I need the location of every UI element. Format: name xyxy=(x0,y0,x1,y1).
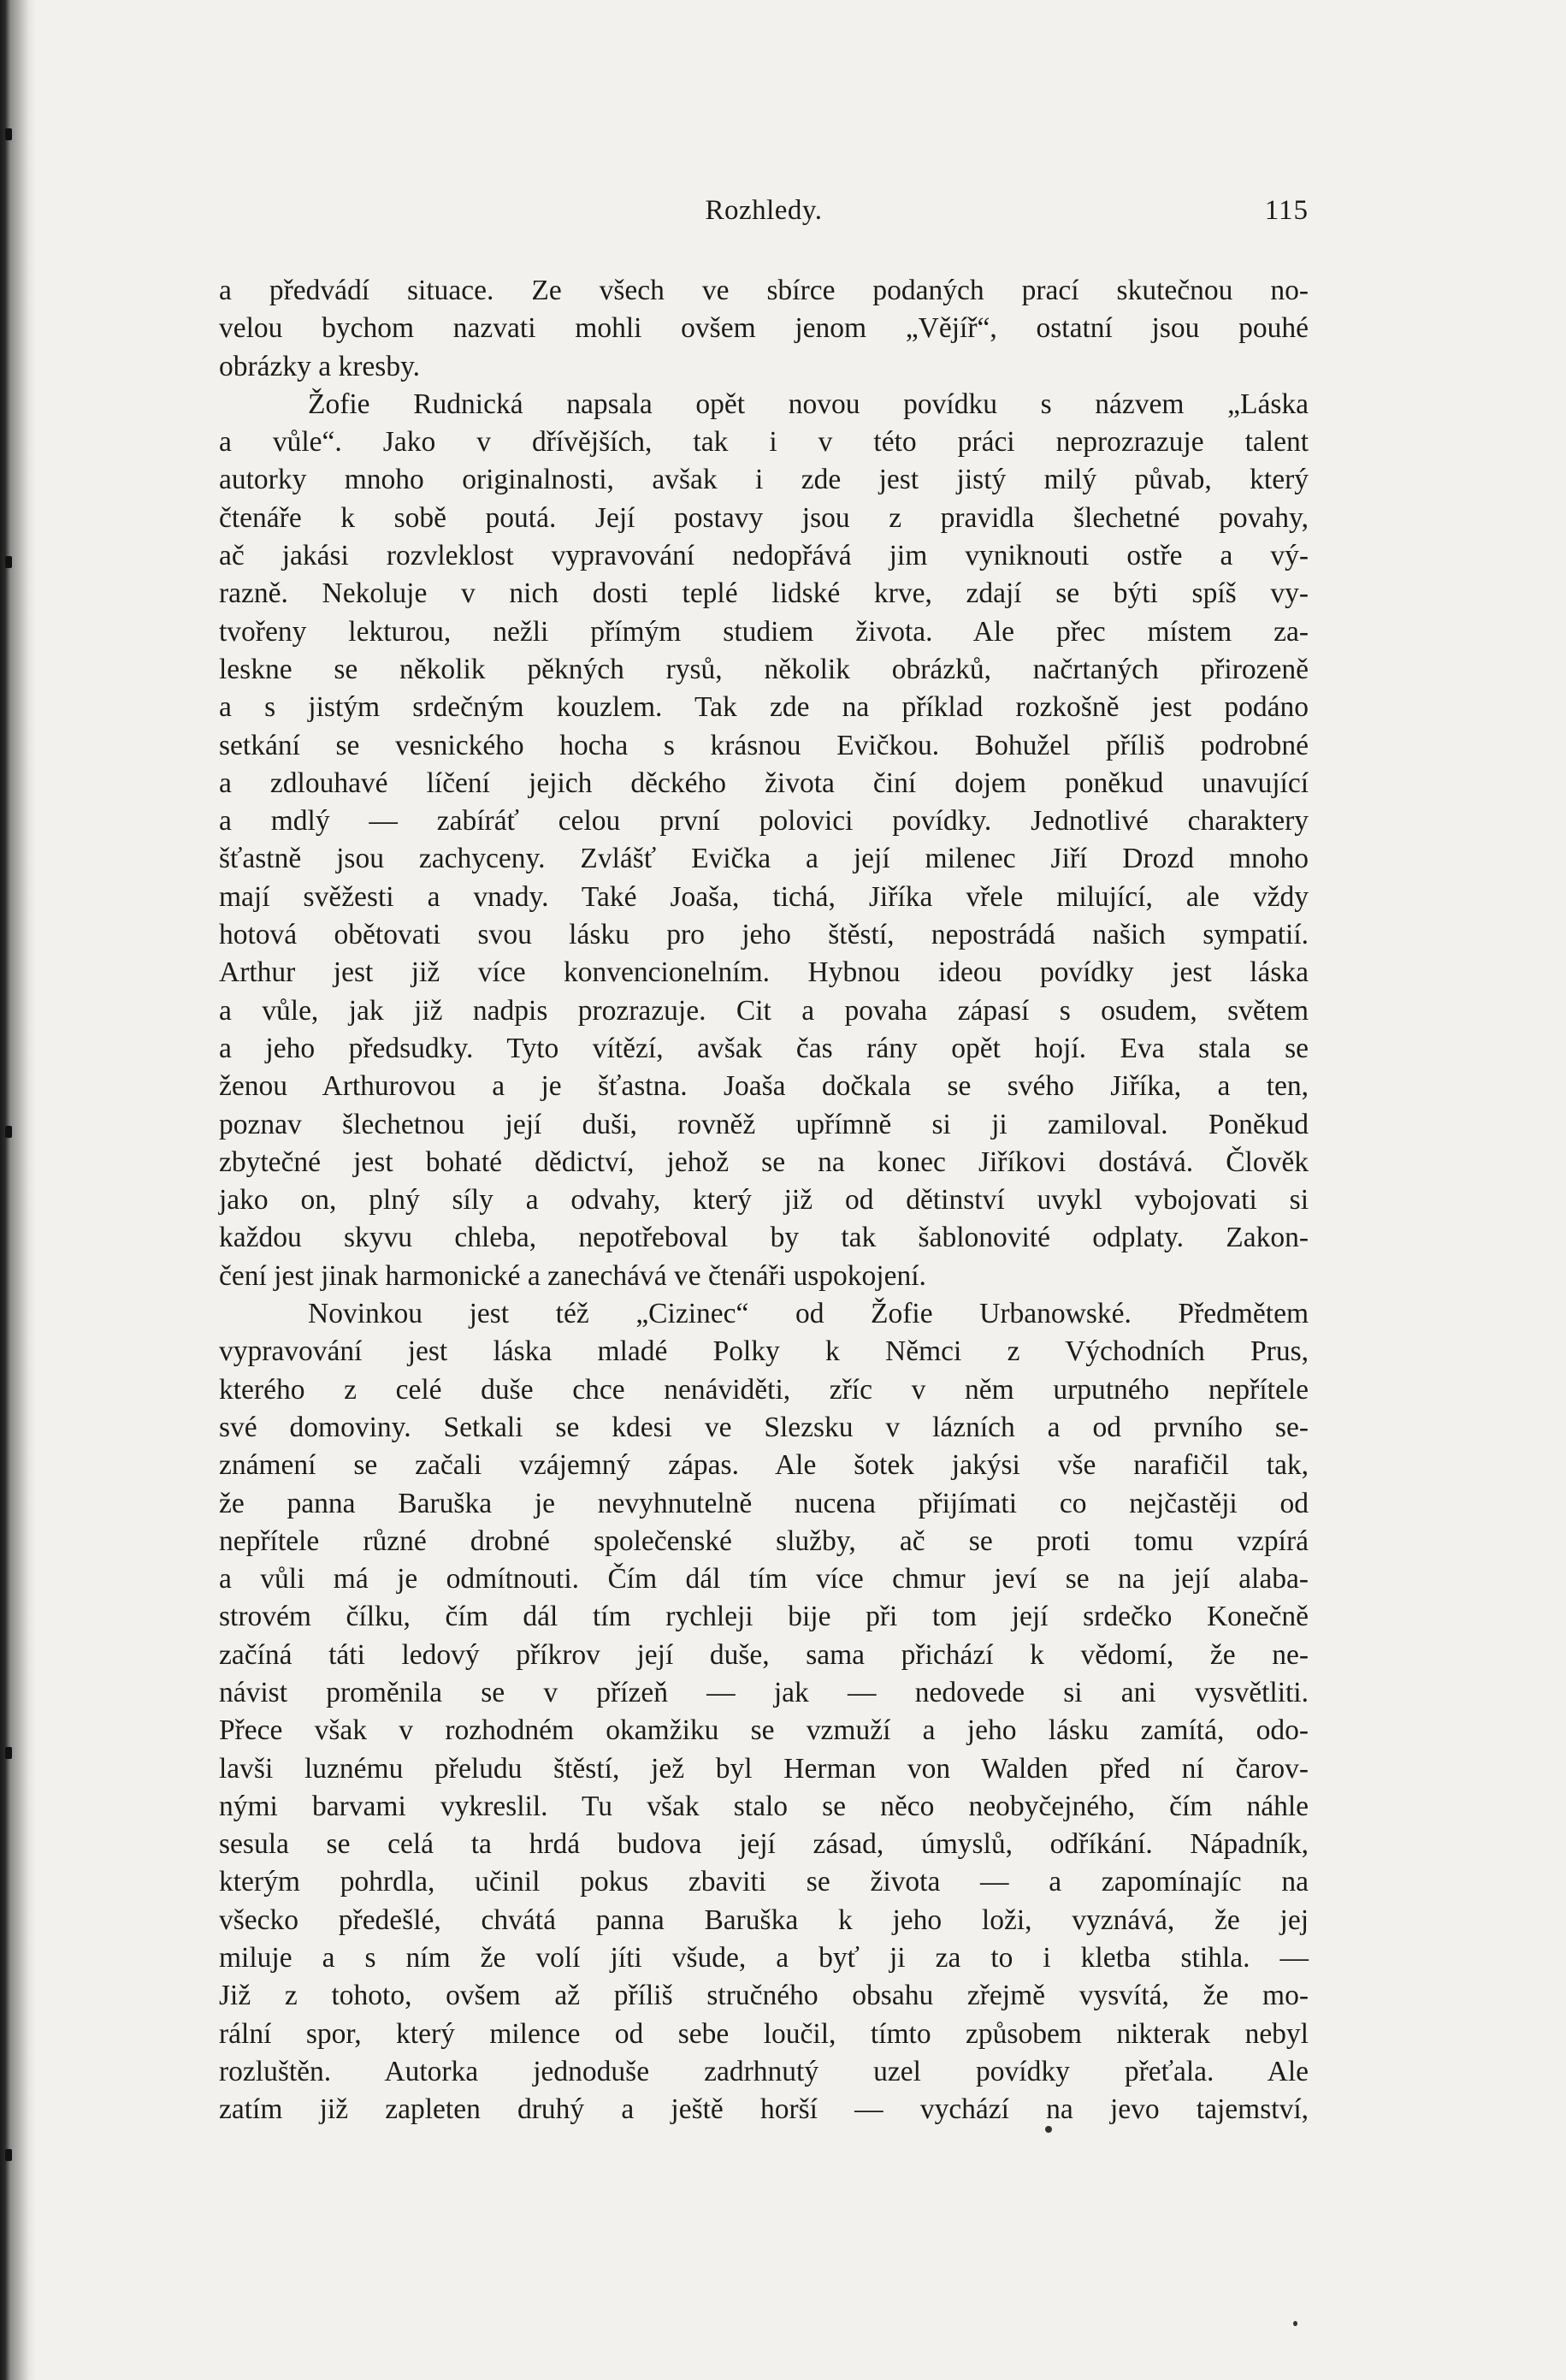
ink-speck xyxy=(1293,2321,1297,2326)
text-line: rální spor, který milence od sebe loučil, tímto způsobem nikterak nebyl xyxy=(219,2017,1309,2050)
text-line: leskne se několik pěkných rysů, několik obrázků, načrtaných přirozeně xyxy=(219,653,1309,685)
text-line: hotová obětovati svou lásku pro jeho štěstí, nepostrádá našich sympatií. xyxy=(219,919,1309,951)
text-line: miluje a s ním že volí jíti všude, a byť ji za to i kletba stihla. — xyxy=(219,1942,1309,1974)
text-line: rozluštěn. Autorka jednoduše zadrhnutý uzel povídky přeťala. Ale xyxy=(219,2055,1309,2087)
text-line: Arthur jest již více konvencionelním. Hybnou ideou povídky jest láska xyxy=(219,956,1309,989)
text-line: tvořeny lekturou, nežli přímým studiem života. Ale přec místem za- xyxy=(219,615,1309,648)
text-line: nepřítele různé drobné společenské služby, ač se proti tomu vzpírá xyxy=(219,1525,1309,1557)
text-line: strovém čílku, čím dál tím rychleji bije při tom její srdečko Konečně xyxy=(219,1601,1309,1633)
running-head: Rozhledy. xyxy=(705,195,823,226)
text-line: šťastně jsou zachyceny. Zvlášť Evička a její milenec Jiří Drozd mnoho xyxy=(219,843,1309,875)
margin-mark xyxy=(5,2149,12,2161)
text-line xyxy=(219,2129,1309,2167)
margin-mark xyxy=(5,128,12,140)
text-line: a vůli má je odmítnouti. Čím dál tím více chmur jeví se na její alaba- xyxy=(219,1563,1309,1596)
text-line: známení se začali vzájemný zápas. Ale šotek jakýsi vše narafičil tak, xyxy=(219,1449,1309,1482)
text-line: Novinkou jest též „Cizinec“ od Žofie Urbanowské. Předmětem xyxy=(308,1298,1309,1330)
text-line: a vůle, jak již nadpis prozrazuje. Cit a povaha zápasí s osudem, světem xyxy=(219,994,1309,1027)
text-line: poznav šlechetnou její duši, rovněž upřímně si ji zamiloval. Poněkud xyxy=(219,1108,1309,1140)
text-line: razně. Nekoluje v nich dosti teplé lidské krve, zdají se býti spíš vy- xyxy=(219,577,1309,610)
text-line: začíná táti ledový příkrov její duše, sama přichází k vědomí, že ne- xyxy=(219,1638,1309,1671)
text-line: velou bychom nazvati mohli ovšem jenom „Vějíř“, ostatní jsou pouhé xyxy=(219,312,1309,345)
text-line: zbytečné jest bohaté dědictví, jehož se na konec Jiříkovi dostává. Člověk xyxy=(219,1146,1309,1178)
text-line: čtenáře k sobě poutá. Její postavy jsou z pravidla šlechetné povahy, xyxy=(219,501,1309,534)
text-line: a jeho předsudky. Tyto vítězí, avšak čas rány opět hojí. Eva stala se xyxy=(219,1032,1309,1064)
text-line: lavši luznému přeludu štěstí, jež byl Herman von Walden před ní čarov- xyxy=(219,1752,1309,1785)
text-line: své domoviny. Setkali se kdesi ve Slezsku v lázních a od prvního se- xyxy=(219,1411,1309,1443)
text-line: a předvádí situace. Ze všech ve sbírce podaných prací skutečnou no- xyxy=(219,275,1309,306)
margin-marks xyxy=(0,0,34,2380)
text-line: Přece však v rozhodném okamžiku se vzmuží a jeho lásku zamítá, odo- xyxy=(219,1714,1309,1747)
text-line: a vůle“. Jako v dřívějších, tak i v této práci neprozrazuje talent xyxy=(219,426,1309,459)
text-line: autorky mnoho originalnosti, avšak i zde jest jistý milý půvab, který xyxy=(219,464,1309,496)
text-line: sesula se celá ta hrdá budova její zásad, úmyslů, odříkání. Nápadník, xyxy=(219,1828,1309,1861)
margin-mark xyxy=(5,1747,12,1759)
text-line: mají svěžesti a vnady. Také Joaša, tichá, Jiříka vřele milující, ale vždy xyxy=(219,880,1309,913)
text-line: že panna Baruška je nevyhnutelně nucena přijímati co nejčastěji od xyxy=(219,1487,1309,1519)
text-line: Žofie Rudnická napsala opět novou povídku s názvem „Láska xyxy=(308,388,1309,420)
text-line: a zdlouhavé líčení jejich děckého života činí dojem poněkud unavující xyxy=(219,767,1309,799)
text-line: vypravování jest láska mladé Polky k Němci z Východních Prus, xyxy=(219,1335,1309,1368)
text-line: ženou Arthurovou a je šťastna. Joaša dočkala se svého Jiříka, a ten, xyxy=(219,1070,1309,1103)
margin-mark xyxy=(5,1126,12,1138)
text-line: jako on, plný síly a odvahy, který již od dětinství uvykl vybojovati si xyxy=(219,1184,1309,1217)
text-line: a mdlý — zabíráť celou první polovici povídky. Jednotlivé charaktery xyxy=(219,805,1309,838)
page-header xyxy=(219,195,1309,236)
text-line: kterým pohrdla, učinil pokus zbaviti se života — a zapomínajíc na xyxy=(219,1866,1309,1898)
text-line: nými barvami vykreslil. Tu však stalo se něco neobyčejného, čím náhle xyxy=(219,1790,1309,1822)
text-line: setkání se vesnického hocha s krásnou Evičkou. Bohužel příliš podrobné xyxy=(219,729,1309,761)
text-line: návist proměnila se v přízeň — jak — nedovede si ani vysvětliti. xyxy=(219,1676,1309,1708)
text-body xyxy=(219,272,1309,2167)
text-line: čení jest jinak harmonické a zanechává ve čtenáři uspokojení. xyxy=(219,1259,926,1292)
page-number: 115 xyxy=(1264,195,1309,226)
text-line: zatím již zapleten druhý a ještě horší — vychází na jevo tajemství, xyxy=(219,2093,1309,2126)
text-line: ač jakási rozvleklost vypravování nedopřává jim vyniknouti ostře a vý- xyxy=(219,540,1309,572)
text-line: obrázky a kresby. xyxy=(219,350,421,382)
text-line: kterého z celé duše chce nenáviděti, zříc v něm urputného nepřítele xyxy=(219,1373,1309,1406)
margin-mark xyxy=(5,556,12,568)
text-line: Již z tohoto, ovšem až příliš stručného obsahu zřejmě vysvítá, že mo- xyxy=(219,1980,1309,2012)
ink-speck xyxy=(1045,2126,1052,2133)
text-line: všecko předešlé, chvátá panna Baruška k jeho loži, vyznává, že jej xyxy=(219,1903,1309,1936)
text-line: každou skyvu chleba, nepotřeboval by tak šablonovité odplaty. Zakon- xyxy=(219,1222,1309,1254)
text-line: a s jistým srdečným kouzlem. Tak zde na příklad rozkošně jest podáno xyxy=(219,691,1309,724)
